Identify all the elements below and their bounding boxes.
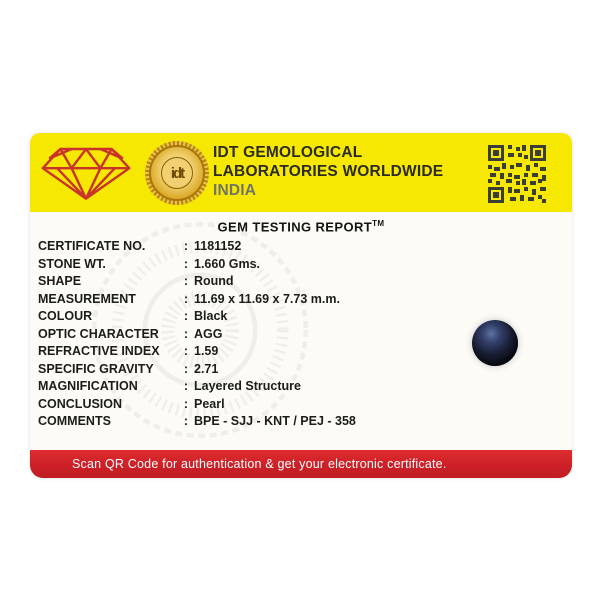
field-value: 2.71 bbox=[194, 361, 219, 376]
gem-certificate-card bbox=[30, 133, 572, 478]
organization-name bbox=[213, 143, 443, 200]
field-row-specific-gravity bbox=[38, 361, 458, 379]
field-separator: : bbox=[183, 396, 189, 411]
org-name-country: INDIA bbox=[213, 182, 257, 199]
field-separator: : bbox=[183, 344, 189, 358]
gold-seal-icon bbox=[145, 141, 209, 205]
qr-code bbox=[488, 145, 546, 203]
pearl-specimen-photo bbox=[472, 320, 518, 366]
header-band bbox=[30, 133, 572, 212]
field-label: OPTIC CHARACTER bbox=[38, 326, 159, 341]
seal-idt-monogram: idt bbox=[161, 157, 193, 189]
field-label: CERTIFICATE NO. bbox=[38, 239, 146, 253]
field-row-refractive-index bbox=[38, 343, 458, 361]
field-row-magnification bbox=[38, 378, 458, 396]
field-separator: : bbox=[183, 414, 189, 428]
field-row-measurement bbox=[38, 291, 458, 309]
field-value: 1.660 Gms. bbox=[194, 256, 261, 271]
field-separator: : bbox=[183, 379, 189, 393]
field-row-comments bbox=[38, 413, 458, 431]
field-value: 11.69 x 11.69 x 7.73 m.m. bbox=[194, 291, 340, 306]
field-label: STONE WT. bbox=[38, 256, 106, 271]
field-row-conclusion bbox=[38, 396, 458, 414]
field-value: 1.59 bbox=[194, 344, 219, 358]
report-title-text: GEM TESTING REPORT bbox=[217, 219, 373, 235]
field-label: MEASUREMENT bbox=[38, 291, 136, 306]
gold-seal-inner bbox=[149, 145, 205, 201]
field-row-colour bbox=[38, 308, 458, 326]
field-value: Round bbox=[194, 274, 234, 288]
certificate-fields bbox=[38, 238, 458, 431]
field-separator: : bbox=[183, 361, 189, 376]
field-value: Pearl bbox=[194, 396, 225, 411]
org-name-line2: LABORATORIES WORLDWIDE bbox=[213, 163, 444, 180]
field-separator: : bbox=[183, 256, 189, 271]
field-label: SHAPE bbox=[38, 274, 82, 288]
field-value: Layered Structure bbox=[194, 379, 301, 393]
field-label: SPECIFIC GRAVITY bbox=[38, 361, 154, 376]
field-label: MAGNIFICATION bbox=[38, 379, 138, 393]
field-separator: : bbox=[183, 239, 189, 253]
field-separator: : bbox=[183, 309, 189, 323]
field-label: REFRACTIVE INDEX bbox=[38, 344, 160, 358]
field-label: COLOUR bbox=[38, 309, 93, 323]
field-row-optic-character bbox=[38, 326, 458, 344]
field-row-stone-wt bbox=[38, 256, 458, 274]
field-label: COMMENTS bbox=[38, 414, 111, 428]
field-value: 1181152 bbox=[194, 239, 242, 253]
field-value: BPE - SJJ - KNT / PEJ - 358 bbox=[194, 414, 356, 428]
field-row-certificate-no bbox=[38, 238, 458, 256]
field-separator: : bbox=[183, 326, 189, 341]
field-separator: : bbox=[183, 274, 189, 288]
field-label: CONCLUSION bbox=[38, 396, 123, 411]
org-name-line1: IDT GEMOLOGICAL bbox=[213, 144, 363, 161]
field-value: AGG bbox=[194, 326, 223, 341]
field-row-shape bbox=[38, 273, 458, 291]
field-separator: : bbox=[183, 291, 189, 306]
footer-text: Scan QR Code for authentication & get your electronic certificate. bbox=[72, 457, 447, 471]
trademark-symbol: TM bbox=[372, 219, 385, 228]
report-title bbox=[30, 219, 572, 234]
field-value: Black bbox=[194, 309, 228, 323]
diamond-logo-icon bbox=[38, 143, 134, 203]
footer-band bbox=[30, 450, 572, 478]
